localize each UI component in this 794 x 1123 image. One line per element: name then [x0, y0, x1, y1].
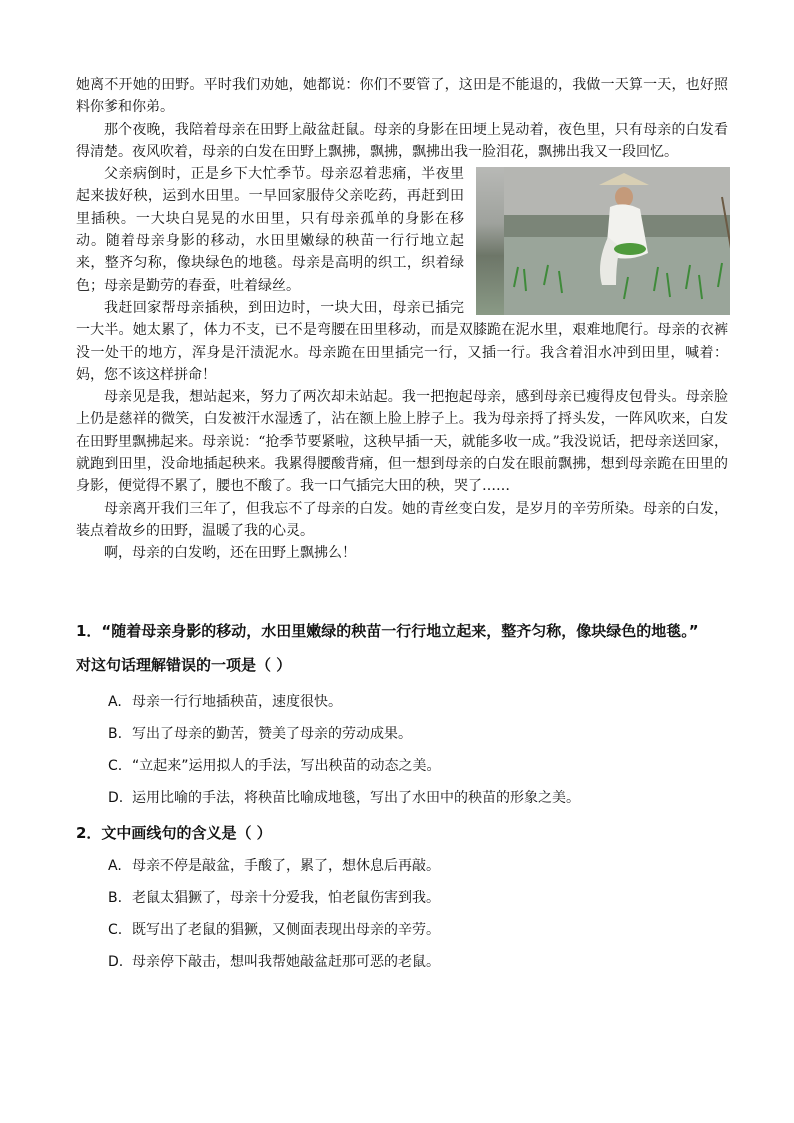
passage-paragraph-5: 母亲见是我，想站起来，努力了两次却未站起。我一把抱起母亲，感到母亲已瘦得皮包骨头。母亲脸上仍是慈祥的微笑，白发被汗水湿透了，沾在额上脸上脖子上。我为母亲捋了捋头发，一阵风吹来，白发在田野里飘拂起来。母亲说：“抢季节要紧啦，这秧早插一天，就能多收一成。”我没说话，把母亲送回家，就跑到田里，没命地插起秧来。我累得腰酸背痛，但一想到母亲的白发在眼前飘拂，想到母亲跪在田里的身影，便觉得不累了，腰也不酸了。我一口气插完大田的秧，哭了…… — [76, 389, 728, 495]
passage-paragraph-2: 那个夜晚，我陪着母亲在田野上敲盆赶鼠。母亲的身影在田埂上晃动着，夜色里，只有母亲的白发看得清楚。夜风吹着，母亲的白发在田野上飘拂，飘拂，飘拂出我一脸泪花，飘拂出我又一段回忆。 — [76, 121, 728, 160]
passage-paragraph-3-text: 父亲病倒时，正是乡下大忙季节。母亲忍着悲痛，半夜里起来拔好秧，运到水田里。一早回家服侍父亲吃药，再赶到田里插秧。一大块白晃晃的水田里，只有母亲孤单的身影在移动。随着母亲身影的移动，水田里嫩绿的秧苗一行行地立起来，整齐匀称，像块绿色的地毯。母亲是高明的织工，织着绿色；母亲是勤劳的春蚕，吐着绿丝。 — [76, 166, 464, 294]
passage-paragraph-3 — [76, 163, 728, 297]
option-text: 母亲不停是敲盆，手酸了，累了，想休息后再敲。 — [132, 858, 440, 874]
questions-section — [76, 620, 756, 978]
option-text: 写出了母亲的勤苦，赞美了母亲的劳动成果。 — [132, 726, 412, 742]
passage — [76, 74, 728, 565]
option-text: 运用比喻的手法，将秧苗比喻成地毯，写出了水田中的秧苗的形象之美。 — [132, 790, 580, 806]
option-letter: B. — [108, 726, 123, 742]
passage-paragraph-1: 她离不开她的田野。平时我们劝她，她都说：你们不要管了，这田是不能退的，我做一天算一天，也好照料你爹和你弟。 — [76, 77, 728, 116]
question-2-option-b[interactable] — [108, 882, 756, 914]
question-2 — [76, 822, 756, 978]
option-text: “立起来”运用拟人的手法，写出秧苗的动态之美。 — [132, 758, 441, 774]
passage-paragraph-6: 母亲离开我们三年了，但我忘不了母亲的白发。她的青丝变白发，是岁月的辛劳所染。母亲的白发，装点着故乡的田野，温暖了我的心灵。 — [76, 500, 728, 539]
question-1-option-b[interactable] — [108, 718, 756, 750]
option-letter: C. — [108, 922, 123, 938]
question-1-option-c[interactable] — [108, 750, 756, 782]
option-letter: A. — [108, 694, 122, 710]
question-1 — [76, 620, 756, 814]
option-text: 母亲一行行地插秧苗，速度很快。 — [132, 694, 342, 710]
question-1-prompt: 对这句话理解错误的一项是（ ） — [76, 656, 292, 674]
option-text: 既写出了老鼠的猖獗，又侧面表现出母亲的辛劳。 — [132, 922, 440, 938]
question-2-option-c[interactable] — [108, 914, 756, 946]
passage-paragraph-4: 我赶回家帮母亲插秧，到田边时，一块大田，母亲已插完一大半。她太累了，体力不支，已不是弯腰在田里移动，而是双膝跪在泥水里，艰难地爬行。母亲的衣裤没一处干的地方，浑身是汗渍泥水。母亲跪在田里插完一行，又插一行。我含着泪水冲到田里，喊着：妈，您不该这样拼命！ — [76, 299, 728, 383]
option-letter: D. — [108, 790, 124, 806]
question-1-option-d[interactable] — [108, 782, 756, 814]
question-2-option-d[interactable] — [108, 946, 756, 978]
option-text: 老鼠太猖獗了，母亲十分爱我，怕老鼠伤害到我。 — [132, 890, 440, 906]
question-2-stem: 2．文中画线句的含义是（ ） — [76, 824, 272, 842]
option-letter: A. — [108, 858, 122, 874]
rice-planting-photo — [476, 167, 730, 315]
question-1-stem: 1．“随着母亲身影的移动，水田里嫩绿的秧苗一行行地立起来，整齐匀称，像块绿色的地毯。” — [76, 622, 699, 640]
question-1-option-a[interactable] — [108, 686, 756, 718]
option-letter: C. — [108, 758, 123, 774]
option-text: 母亲停下敲击，想叫我帮她敲盆赶那可恶的老鼠。 — [132, 954, 440, 970]
passage-figure-block — [76, 163, 728, 386]
option-letter: B. — [108, 890, 123, 906]
option-letter: D. — [108, 954, 124, 970]
question-2-option-a[interactable] — [108, 850, 756, 882]
passage-paragraph-7: 啊，母亲的白发哟，还在田野上飘拂么！ — [104, 545, 356, 562]
